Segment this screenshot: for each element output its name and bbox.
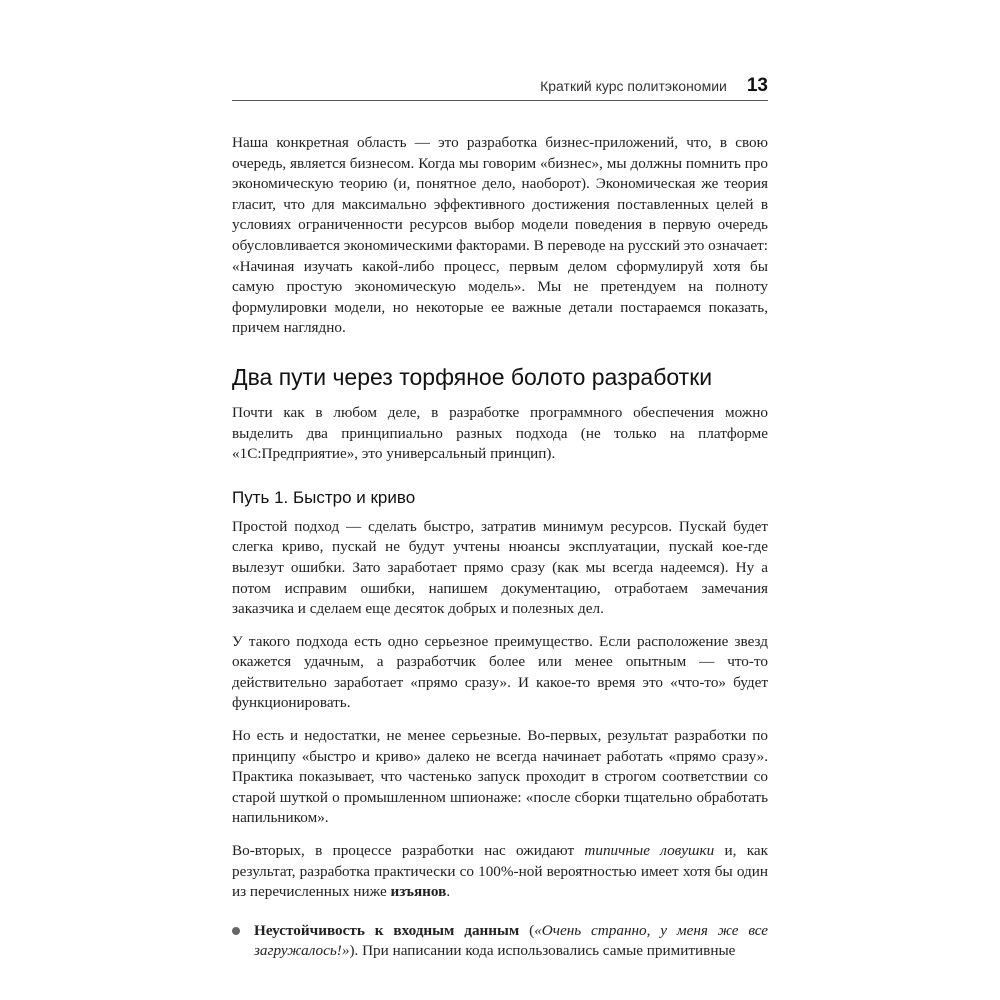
- section-heading: Два пути через торфяное болото разработки: [232, 363, 713, 390]
- text-span: Во-вторых, в процессе разработки нас ожидают: [232, 842, 585, 860]
- bold-term: изъянов: [390, 883, 447, 901]
- bullet-italic-quote: «Очень странно, у меня же все загружалось!»: [254, 921, 768, 960]
- italic-term: типичные ловушки: [584, 842, 715, 860]
- subsection-heading: Путь 1. Быстро и криво: [232, 487, 416, 507]
- text-span: и, как результат, разработка практически со 100%-ной вероятностью имеет хотя бы один из перечисленных ниже: [232, 842, 768, 901]
- text-span: (: [519, 921, 535, 939]
- text-span: .: [446, 883, 451, 901]
- paragraph: У такого подхода есть одно серьезное преимущество. Если расположение звезд окажется удачным, а разработчик более или менее опытным — что-то действительно заработает «прямо сразу». И какое-то время это «что-то» будет функционировать.: [232, 632, 768, 712]
- bullet-list: [232, 921, 768, 962]
- running-head: [232, 72, 768, 101]
- page-number: 13: [746, 75, 768, 96]
- paragraph-with-emphasis: [232, 841, 768, 903]
- paragraph: Но есть и недостатки, не менее серьезные. Во-первых, результат разработки по принципу «быстро и криво» далеко не всегда начинает работать «прямо сразу». Практика показывает, что частенько запуск проходит в строгом соответствии со старой шуткой о промышленном шпионаже: «после сборки тщательно обработать напильником».: [232, 727, 768, 827]
- chapter-title: Краткий курс политэкономии: [540, 78, 727, 94]
- bullet-dot-icon: [232, 927, 240, 935]
- bullet-bold-term: Неустойчивость к входным данным: [254, 921, 520, 939]
- list-item: [232, 921, 768, 962]
- section-intro-paragraph: Почти как в любом деле, в разработке программного обеспечения можно выделить два принципиально разных подхода (не только на платформе «1С:Предприятие», это универсальный принцип).: [232, 403, 768, 463]
- body-text: [232, 133, 768, 962]
- paragraph: Простой подход — сделать быстро, затратив минимум ресурсов. Пускай будет слегка криво, пускай не будут учтены нюансы эксплуатации, пускай кое-где вылезут ошибки. Зато заработает прямо сразу (как мы всегда надеемся). Ну а потом исправим ошибки, напишем документацию, отработаем замечания заказчика и сделаем еще десяток добрых и полезных дел.: [232, 517, 768, 618]
- intro-paragraph: Наша конкретная область — это разработка бизнес-приложений, что, в свою очередь, является бизнесом. Когда мы говорим «бизнес», мы должны помнить про экономическую теорию (и, понятное дело, наоборот). Экономическая же теория гласит, что для максимально эффективного достижения поставленных целей в условиях ограниченности ресурсов выбор модели поведения в первую очередь обусловливается экономическими факторами. В переводе на русский это означает: «Начиная изучать какой-либо процесс, первым делом сформулируй хотя бы самую простую экономическую модель». Мы не претендуем на полноту формулировки модели, но некоторые ее важные детали постараемся показать, причем наглядно.: [232, 134, 768, 337]
- text-span: ). При написании кода использовались самые примитивные: [349, 942, 736, 960]
